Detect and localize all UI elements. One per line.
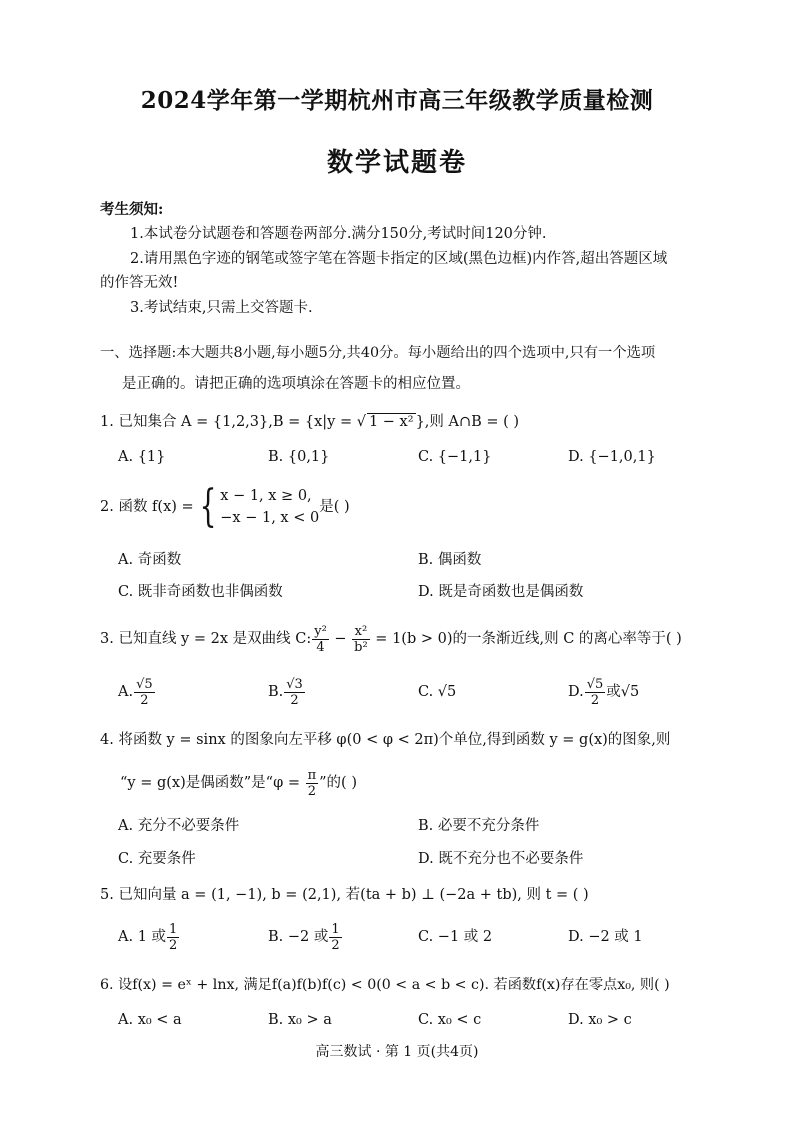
minus-sign: − xyxy=(329,631,352,647)
question-4-option-a: A. 充分不必要条件 xyxy=(118,818,240,834)
option-frac xyxy=(585,677,606,708)
option-text: A. 1 或 xyxy=(118,929,167,945)
notice-item-3: 3.考试结束,只需上交答题卡. xyxy=(130,300,313,316)
piecewise-brace: { xyxy=(199,481,217,532)
option-text: B. −2 或 xyxy=(268,929,329,945)
option-frac xyxy=(284,677,305,708)
question-2-option-d: D. 既是奇函数也是偶函数 xyxy=(418,584,584,600)
option-suffix: 或√5 xyxy=(606,684,640,700)
question-3-frac-1 xyxy=(312,624,329,655)
question-3-option-c: C. √5 xyxy=(418,684,457,700)
question-5-option-c: C. −1 或 2 xyxy=(418,929,493,945)
question-1-option-b: B. {0,1} xyxy=(268,449,330,465)
question-6-option-c: C. x₀ < c xyxy=(418,1012,482,1028)
question-2-option-b: B. 偶函数 xyxy=(418,552,482,568)
question-1-text-a: 1. 已知集合 A = {1,2,3},B = {x|y = xyxy=(100,414,357,430)
frac-num: π xyxy=(307,767,317,783)
frac-num: √5 xyxy=(586,676,604,692)
question-6-option-d: D. x₀ > c xyxy=(568,1012,632,1028)
question-3-option-b xyxy=(268,675,306,709)
question-4-option-d: D. 既不充分也不必要条件 xyxy=(418,851,584,867)
question-4-option-b: B. 必要不充分条件 xyxy=(418,818,540,834)
question-3-frac-2 xyxy=(352,624,370,655)
question-2-stem xyxy=(100,483,350,531)
question-2-text-b: 是( ) xyxy=(319,499,350,515)
frac-den: 2 xyxy=(590,692,600,708)
question-1-option-d: D. {−1,0,1} xyxy=(568,449,656,465)
exam-title: 2024学年第一学期杭州市高三年级教学质量检测 xyxy=(140,87,654,114)
question-2-option-a: A. 奇函数 xyxy=(118,552,182,568)
piecewise-case-1: x − 1, x ≥ 0, xyxy=(220,488,312,504)
question-5-option-d: D. −2 或 1 xyxy=(568,929,643,945)
option-prefix: A. xyxy=(118,684,134,700)
frac-num: 1 xyxy=(331,921,340,937)
question-5-option-b xyxy=(268,920,343,954)
notice-heading: 考生须知: xyxy=(100,201,164,218)
question-6-option-b: B. x₀ > a xyxy=(268,1012,332,1028)
question-1-option-c: C. {−1,1} xyxy=(418,449,492,465)
question-5-stem: 5. 已知向量 a = (1, −1), b = (2,1), 若(ta + b) ⊥ (−2a + tb), 则 t = ( ) xyxy=(100,887,589,903)
option-prefix: B. xyxy=(268,684,284,700)
question-1-sqrt: 1 − x² xyxy=(368,414,414,430)
option-prefix: D. xyxy=(568,684,584,700)
question-1-text-b: },则 A∩B = ( ) xyxy=(415,414,520,430)
section-instructions: 是正确的。请把正确的选项填涂在答题卡的相应位置。 xyxy=(122,376,470,392)
question-1-stem: 1. 已知集合 A = {1,2,3},B = {x|y = √ 1 − x² },则 A∩B = ( ) xyxy=(100,414,520,430)
frac-den: 2 xyxy=(307,783,316,799)
question-4-frac xyxy=(306,768,319,799)
question-3-stem xyxy=(100,622,682,656)
question-2-text-a: 2. 函数 f(x) = xyxy=(100,499,199,515)
question-6-stem: 6. 设f(x) = eˣ + lnx, 满足f(a)f(b)f(c) < 0(0 < a < b < c). 若函数f(x)存在零点x₀, 则( ) xyxy=(100,977,670,993)
section-heading: 一、选择题:本大题共8小题,每小题5分,共40分。每小题给出的四个选项中,只有一个选项 xyxy=(100,345,656,361)
question-3-option-d xyxy=(568,675,639,709)
frac-num: √5 xyxy=(136,676,153,692)
question-3-text-b: = 1(b > 0)的一条渐近线,则 C 的离心率等于( ) xyxy=(370,631,682,647)
frac-den: 2 xyxy=(140,692,149,708)
question-4-text-b: ”的( ) xyxy=(319,775,357,791)
piecewise-cases xyxy=(220,485,319,529)
question-5-option-a xyxy=(118,920,180,954)
option-frac xyxy=(167,922,179,953)
option-frac xyxy=(329,922,341,953)
question-6-option-a: A. x₀ < a xyxy=(118,1012,182,1028)
option-frac xyxy=(134,677,155,708)
question-4-text-a: “y = g(x)是偶函数”是“φ = xyxy=(120,775,305,791)
notice-item-2-cont: 的作答无效! xyxy=(100,275,179,291)
frac-num: y² xyxy=(314,623,327,639)
piecewise-case-2: −x − 1, x < 0 xyxy=(220,510,320,526)
page-footer: 高三数试 · 第 1 页(共4页) xyxy=(315,1044,479,1060)
frac-den: 2 xyxy=(331,937,340,953)
frac-num: 1 xyxy=(169,921,178,937)
question-2-option-c: C. 既非奇函数也非偶函数 xyxy=(118,584,283,600)
notice-item-1: 1.本试卷分试题卷和答题卷两部分.满分150分,考试时间120分钟. xyxy=(130,226,547,242)
question-3-text-a: 3. 已知直线 y = 2x 是双曲线 C: xyxy=(100,631,312,647)
question-4-option-c: C. 充要条件 xyxy=(118,851,196,867)
question-3-option-a xyxy=(118,675,156,709)
frac-den: 2 xyxy=(290,692,299,708)
frac-den: 2 xyxy=(169,937,178,953)
frac-num: √3 xyxy=(286,676,303,692)
question-4-stem-line-1: 4. 将函数 y = sinx 的图象向左平移 φ(0 < φ < 2π)个单位,得到函数 y = g(x)的图象,则 xyxy=(100,732,671,748)
notice-item-2: 2.请用黑色字迹的钢笔或签字笔在答题卡指定的区域(黑色边框)内作答,超出答题区域 xyxy=(130,251,668,267)
exam-subtitle: 数学试题卷 xyxy=(326,148,467,178)
frac-den: 4 xyxy=(316,639,325,655)
frac-den: b² xyxy=(354,639,368,655)
question-4-stem-line-2 xyxy=(120,766,357,800)
question-1-option-a: A. {1} xyxy=(118,449,166,465)
frac-num: x² xyxy=(352,624,370,640)
